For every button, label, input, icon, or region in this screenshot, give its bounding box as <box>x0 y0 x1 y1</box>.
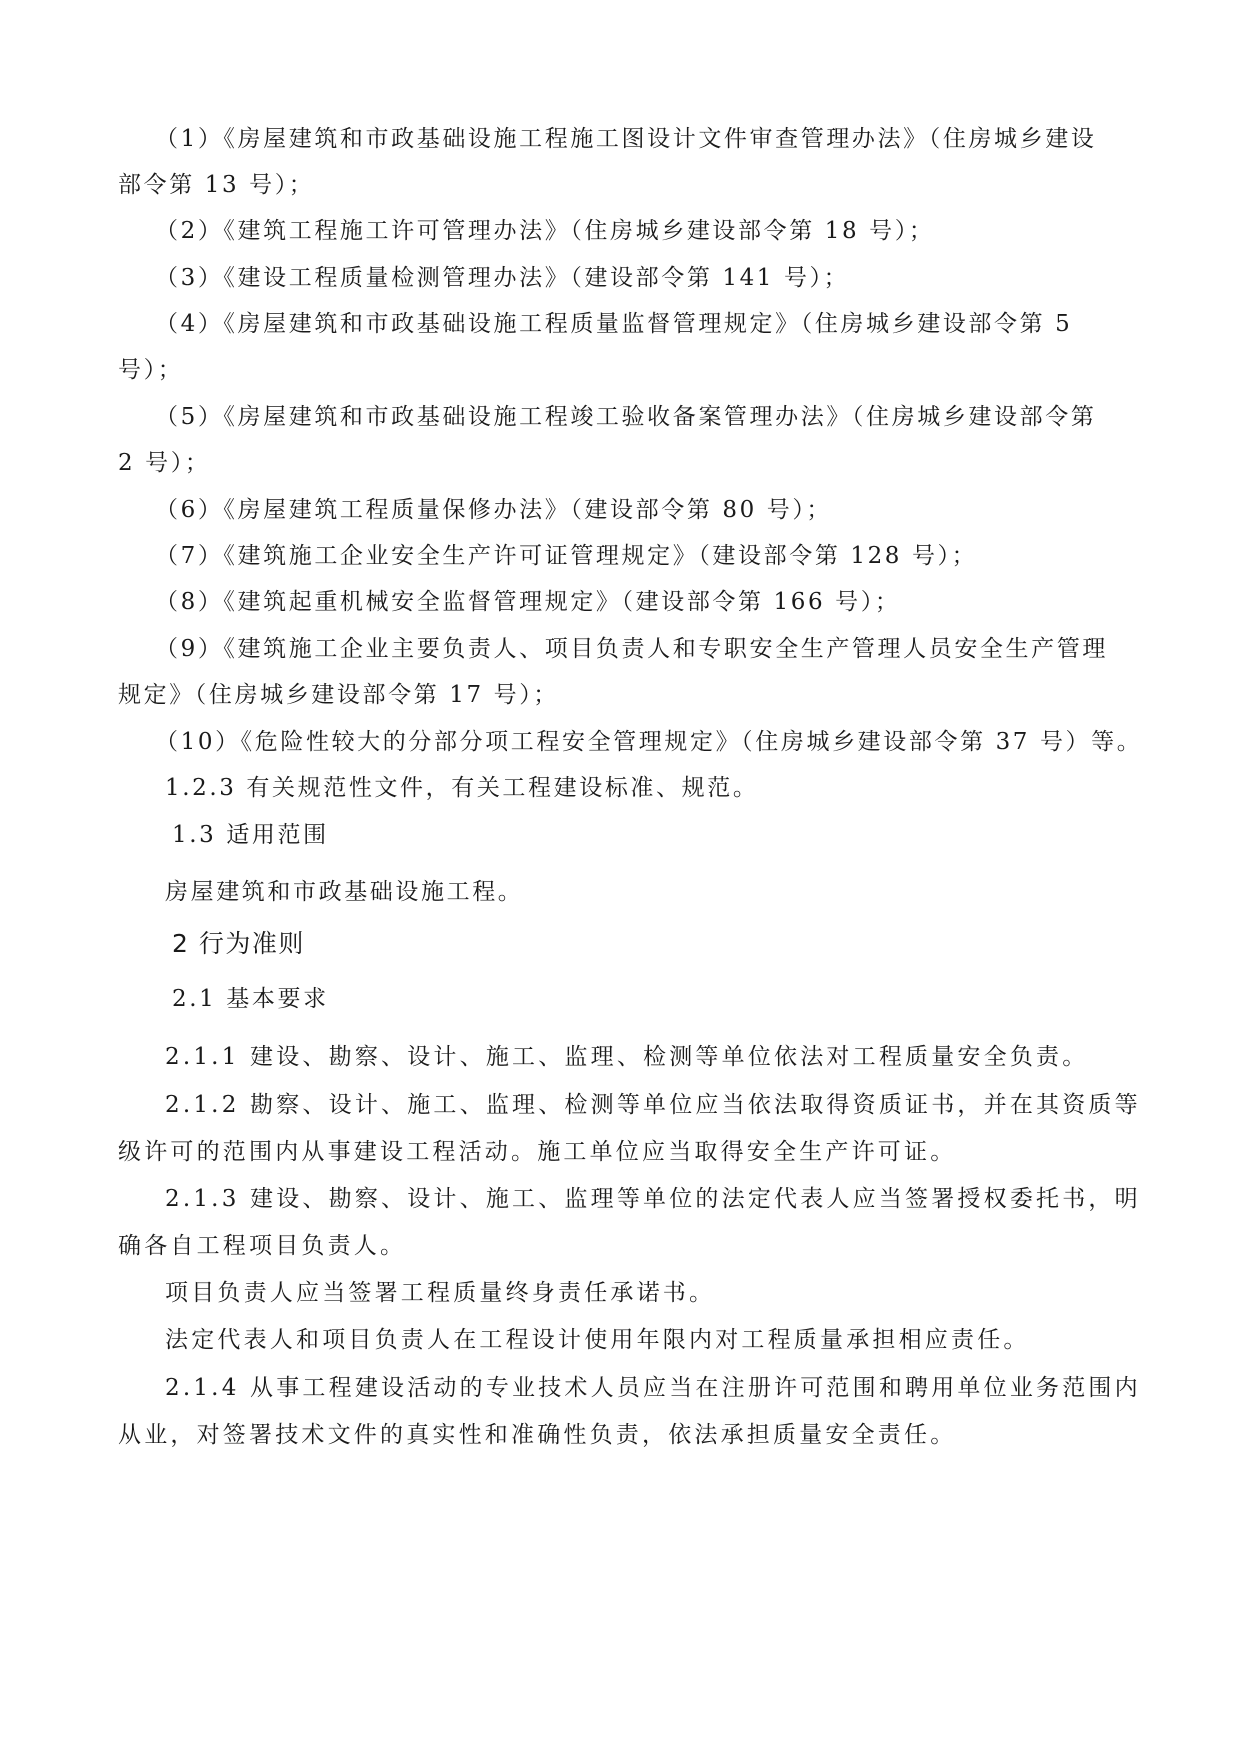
list-item-2: （2）《建筑工程施工许可管理办法》（住房城乡建设部令第 18 号）； <box>155 218 935 244</box>
clause-2-1-1: 2.1.1 建设、勘察、设计、施工、监理、检测等单位依法对工程质量安全负责。 <box>165 1044 1089 1070</box>
list-item-5-line-1: （5）《房屋建筑和市政基础设施工程竣工验收备案管理办法》（住房城乡建设部令第 <box>155 404 1097 430</box>
section-1-2-3: 1.2.3 有关规范性文件，有关工程建设标准、规范。 <box>165 775 759 801</box>
clause-2-1-3-paragraph-2: 项目负责人应当签署工程质量终身责任承诺书。 <box>165 1280 716 1306</box>
scope-text: 房屋建筑和市政基础设施工程。 <box>165 879 524 905</box>
list-item-9-line-1: （9）《建筑施工企业主要负责人、项目负责人和专职安全生产管理人员安全生产管理 <box>155 636 1108 662</box>
list-item-4-line-2: 号）； <box>118 357 184 383</box>
list-item-4-line-1: （4）《房屋建筑和市政基础设施工程质量监督管理规定》（住房城乡建设部令第 5 <box>155 311 1073 337</box>
clause-2-1-2-line-2: 级许可的范围内从事建设工程活动。施工单位应当取得安全生产许可证。 <box>118 1139 957 1165</box>
clause-2-1-3-line-1: 2.1.3 建设、勘察、设计、施工、监理等单位的法定代表人应当签署授权委托书，明 <box>165 1186 1141 1212</box>
list-item-9-line-2: 规定》（住房城乡建设部令第 17 号）； <box>118 682 559 708</box>
clause-2-1-3-line-2: 确各自工程项目负责人。 <box>118 1233 407 1259</box>
clause-2-1-2-line-1: 2.1.2 勘察、设计、施工、监理、检测等单位应当依法取得资质证书，并在其资质等 <box>165 1092 1141 1118</box>
list-item-8: （8）《建筑起重机械安全监督管理规定》（建设部令第 166 号）； <box>155 589 901 615</box>
list-item-1-line-2: 部令第 13 号）； <box>118 172 315 198</box>
list-item-5-line-2: 2 号）； <box>118 450 211 476</box>
clause-2-1-3-paragraph-3: 法定代表人和项目负责人在工程设计使用年限内对工程质量承担相应责任。 <box>165 1327 1030 1353</box>
section-heading-2-1: 2.1 基本要求 <box>172 986 329 1012</box>
list-item-10: （10）《危险性较大的分部分项工程安全管理规定》（住房城乡建设部令第 37 号）等。 <box>155 729 1143 755</box>
list-item-1-line-1: （1）《房屋建筑和市政基础设施工程施工图设计文件审查管理办法》（住房城乡建设 <box>155 126 1097 152</box>
list-item-7: （7）《建筑施工企业安全生产许可证管理规定》（建设部令第 128 号）； <box>155 543 978 569</box>
clause-2-1-4-line-1: 2.1.4 从事工程建设活动的专业技术人员应当在注册许可范围和聘用单位业务范围内 <box>165 1375 1141 1401</box>
chapter-heading-2: 2 行为准则 <box>172 929 305 958</box>
clause-2-1-4-line-2: 从业，对签署技术文件的真实性和准确性负责，依法承担质量安全责任。 <box>118 1422 957 1448</box>
list-item-3: （3）《建设工程质量检测管理办法》（建设部令第 141 号）； <box>155 265 850 291</box>
list-item-6: （6）《房屋建筑工程质量保修办法》（建设部令第 80 号）； <box>155 497 833 523</box>
section-heading-1-3: 1.3 适用范围 <box>172 822 329 848</box>
